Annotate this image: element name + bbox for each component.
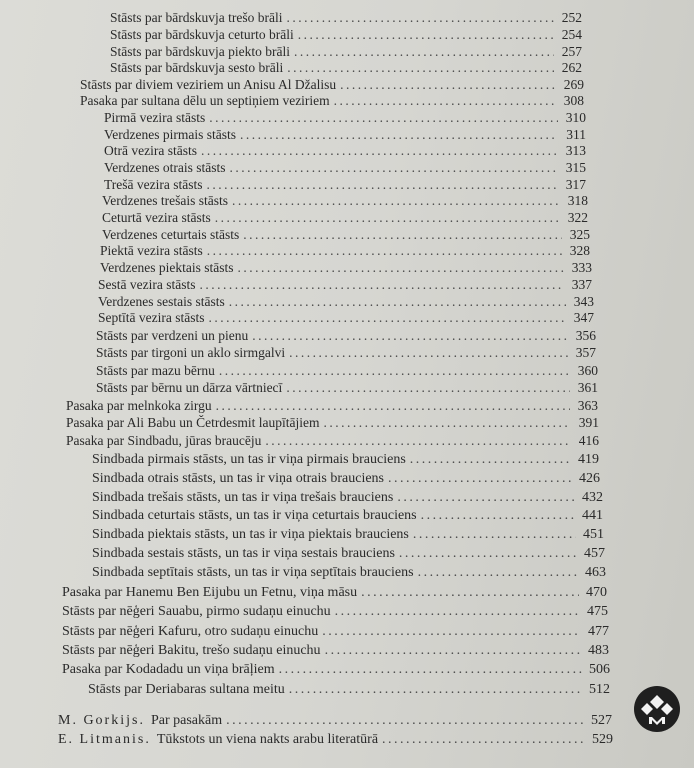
toc-entry (62, 604, 608, 620)
toc-entry-title: Stāsts par tirgoni un aklo sirmgalvi (96, 345, 286, 360)
leader-dots (226, 713, 584, 729)
leader-dots (410, 452, 571, 468)
leader-dots (361, 585, 579, 601)
toc-entry (104, 143, 586, 159)
toc-entry-title: Sindbada sestais stāsts, un tas ir viņa sestais brauciens (92, 546, 395, 561)
toc-entry-page: 477 (588, 624, 609, 639)
leader-dots (265, 433, 571, 449)
leader-dots (209, 110, 558, 126)
leader-dots (201, 143, 558, 159)
toc-entry (100, 243, 590, 259)
toc-entry (80, 93, 584, 109)
toc-entry-page: 252 (561, 10, 582, 25)
toc-entry-page: 475 (587, 604, 608, 619)
toc-entry-title: Stāsts par bērnu un dārza vārtniecī (96, 380, 283, 395)
toc-entry-title: Pasaka par melnkoka zirgu (66, 398, 212, 413)
toc-entry (104, 110, 586, 126)
toc-entry-page: 315 (565, 160, 586, 175)
toc-entry-page: 426 (579, 471, 600, 486)
leader-dots (382, 732, 585, 748)
leader-dots (243, 227, 562, 243)
toc-entry-title: Tūkstots un viena nakts arabu literatūrā (156, 732, 379, 747)
toc-entry (58, 713, 612, 729)
leader-dots (216, 398, 570, 414)
toc-entry-title: Stāsts par nēģeri Bakitu, trešo sudaņu einuchu (62, 643, 321, 658)
toc-entry-title: Stāsts par verdzeni un pienu (96, 328, 249, 343)
toc-entry-author: M. Gorkijs. (58, 713, 145, 728)
leader-dots (322, 624, 581, 640)
toc-entry (100, 260, 592, 276)
toc-entry (104, 177, 586, 193)
toc-entry (96, 363, 598, 379)
leader-dots (397, 490, 575, 506)
toc-entry-title: Sindbada ceturtais stāsts, un tas ir viņa ceturtais brauciens (92, 508, 417, 523)
leader-dots (388, 471, 572, 487)
toc-entry-title: Otrā vezira stāsts (104, 143, 197, 158)
toc-entry (110, 27, 582, 43)
toc-entry (110, 60, 582, 76)
toc-entry-page: 254 (561, 27, 582, 42)
toc-entry-page: 325 (569, 227, 590, 242)
leader-dots (289, 345, 568, 361)
toc-entry (98, 294, 594, 310)
toc-entry-title: Sestā vezira stāsts (98, 277, 196, 292)
leader-dots (229, 294, 566, 310)
leader-dots (232, 193, 560, 209)
toc-entry (66, 415, 599, 431)
toc-entry-page: 360 (577, 363, 598, 378)
toc-entry-page: 317 (565, 177, 586, 192)
leader-dots (199, 277, 564, 293)
toc-entry-page: 416 (578, 433, 599, 448)
toc-entry-title: Verdzenes pirmais stāsts (104, 127, 236, 142)
toc-entry (102, 210, 588, 226)
toc-entry-title: Sindbada pirmais stāsts, un tas ir viņa pirmais brauciens (92, 452, 406, 467)
toc-entry-title: Pasaka par Hanemu Ben Eijubu un Fetnu, viņa māsu (62, 585, 358, 600)
toc-entry-page: 451 (583, 527, 604, 542)
toc-entry (62, 643, 609, 659)
toc-entry-title: Stāsts par bārdskuvja trešo brāli (110, 10, 283, 25)
toc-entry-page: 512 (589, 682, 610, 697)
leader-dots (207, 243, 562, 259)
toc-entry-title: Pirmā vezira stāsts (104, 110, 206, 125)
toc-entry-page: 337 (571, 277, 592, 292)
toc-entry (92, 546, 605, 562)
toc-entry-title: Verdzenes otrais stāsts (104, 160, 226, 175)
toc-entry (66, 433, 599, 449)
toc-entry-page: 343 (573, 294, 594, 309)
toc-entry-page: 432 (582, 490, 603, 505)
toc-entry-page: 313 (565, 143, 586, 158)
leader-dots (334, 93, 556, 109)
toc-entry-title: Ceturtā vezira stāsts (102, 210, 211, 225)
toc-entry (88, 682, 610, 698)
leader-dots (208, 310, 566, 326)
leader-dots (421, 508, 575, 524)
toc-entry (104, 127, 586, 143)
toc-entry-title: Sindbada piektais stāsts, un tas ir viņa piektais brauciens (92, 527, 409, 542)
leader-dots (206, 177, 558, 193)
toc-entry-page: 322 (567, 210, 588, 225)
toc-entry-page: 441 (582, 508, 603, 523)
toc-entry (62, 624, 609, 640)
toc-entry-page: 318 (567, 193, 588, 208)
toc-entry-title: Stāsts par bārdskuvja piekto brāli (110, 44, 290, 59)
toc-entry (92, 508, 603, 524)
watermark-logo-icon (634, 686, 680, 732)
toc-entry-title: Verdzenes sestais stāsts (98, 294, 225, 309)
toc-entry-page: 311 (566, 127, 586, 142)
leader-dots (418, 565, 578, 581)
toc-entry-page: 363 (577, 398, 598, 413)
toc-entry (96, 380, 598, 396)
toc-entry (102, 227, 590, 243)
toc-entry (110, 44, 582, 60)
toc-entry (98, 310, 594, 326)
toc-entry-title: Trešā vezira stāsts (104, 177, 203, 192)
toc-entry-title: Septītā vezira stāsts (98, 310, 205, 325)
toc-entry-title: Stāsts par nēģeri Sauabu, pirmo sudaņu einuchu (62, 604, 331, 619)
leader-dots (219, 363, 570, 379)
toc-entry-page: 310 (565, 110, 586, 125)
toc-entry-title: Sindbada trešais stāsts, un tas ir viņa trešais brauciens (92, 490, 394, 505)
toc-entry (62, 662, 610, 678)
toc-entry-page: 457 (584, 546, 605, 561)
toc-entry-page: 506 (589, 662, 610, 677)
toc-entry (102, 193, 588, 209)
toc-entry (92, 471, 600, 487)
toc-entry-page: 463 (585, 565, 606, 580)
toc-entry-title: Sindbada otrais stāsts, un tas ir viņa otrais brauciens (92, 471, 384, 486)
leader-dots (323, 415, 571, 431)
toc-entry (80, 77, 584, 93)
toc-entry-page: 470 (586, 585, 607, 600)
toc-entry (92, 490, 603, 506)
toc-entry-author: E. Litmanis. (58, 732, 151, 747)
leader-dots (289, 682, 582, 698)
leader-dots (286, 10, 554, 26)
toc-entry-page: 308 (563, 93, 584, 108)
toc-entry-title: Sindbada septītais stāsts, un tas ir viņa septītais brauciens (92, 565, 414, 580)
toc-entry (96, 345, 596, 361)
toc-entry-page: 262 (561, 60, 582, 75)
toc-entry-title: Pasaka par Ali Babu un Četrdesmit laupītājiem (66, 415, 320, 430)
toc-entry-page: 529 (592, 732, 613, 747)
leader-dots (335, 604, 580, 620)
toc-entry-title: Par pasakām (150, 713, 223, 728)
leader-dots (240, 127, 558, 143)
toc-entry-page: 257 (561, 44, 582, 59)
toc-entry-page: 419 (578, 452, 599, 467)
toc-entry-title: Pasaka par Sindbadu, jūras braucēju (66, 433, 262, 448)
toc-entry-title: Piektā vezira stāsts (100, 243, 203, 258)
leader-dots (286, 380, 570, 396)
toc-entry (62, 585, 607, 601)
leader-dots (237, 260, 564, 276)
toc-entry-page: 391 (578, 415, 599, 430)
toc-entry (58, 732, 613, 748)
toc-entry-title: Stāsts par bārdskuvja ceturto brāli (110, 27, 294, 42)
toc-entry-title: Stāsts par bārdskuvja sesto brāli (110, 60, 284, 75)
leader-dots (298, 27, 554, 43)
toc-entry (92, 452, 599, 468)
leader-dots (294, 44, 554, 60)
toc-entry-page: 527 (591, 713, 612, 728)
leader-dots (279, 662, 582, 678)
toc-entry-page: 361 (577, 380, 598, 395)
toc-entry-title: Pasaka par Kodadadu un viņa brāļiem (62, 662, 275, 677)
toc-entry-page: 347 (573, 310, 594, 325)
leader-dots (287, 60, 554, 76)
toc-entry-page: 483 (588, 643, 609, 658)
toc-entry-page: 333 (571, 260, 592, 275)
toc-entry-page: 357 (575, 345, 596, 360)
toc-entry-page: 269 (563, 77, 584, 92)
leader-dots (252, 328, 568, 344)
toc-entry-title: Verdzenes piektais stāsts (100, 260, 234, 275)
toc-entry-page: 356 (575, 328, 596, 343)
toc-entry-title: Stāsts par mazu bērnu (96, 363, 215, 378)
toc-entry-title: Stāsts par diviem veziriem un Anisu Al Džalisu (80, 77, 337, 92)
leader-dots (399, 546, 577, 562)
leader-dots (413, 527, 576, 543)
toc-entry-title: Verdzenes ceturtais stāsts (102, 227, 240, 242)
toc-entry-title: Verdzenes trešais stāsts (102, 193, 228, 208)
toc-entry-title: Pasaka par sultana dēlu un septiņiem veziriem (80, 93, 330, 108)
toc-entry (96, 328, 596, 344)
toc-entry (66, 398, 598, 414)
toc-entry (110, 10, 582, 26)
toc-entry (92, 565, 606, 581)
leader-dots (215, 210, 560, 226)
toc-entry-title: Stāsts par nēģeri Kafuru, otro sudaņu einuchu (62, 624, 319, 639)
toc-entry (104, 160, 586, 176)
leader-dots (340, 77, 556, 93)
toc-entry-title: Stāsts par Deriabaras sultana meitu (88, 682, 285, 697)
toc-entry (92, 527, 604, 543)
leader-dots (229, 160, 558, 176)
leader-dots (325, 643, 581, 659)
toc-entry (98, 277, 592, 293)
toc-entry-page: 328 (569, 243, 590, 258)
